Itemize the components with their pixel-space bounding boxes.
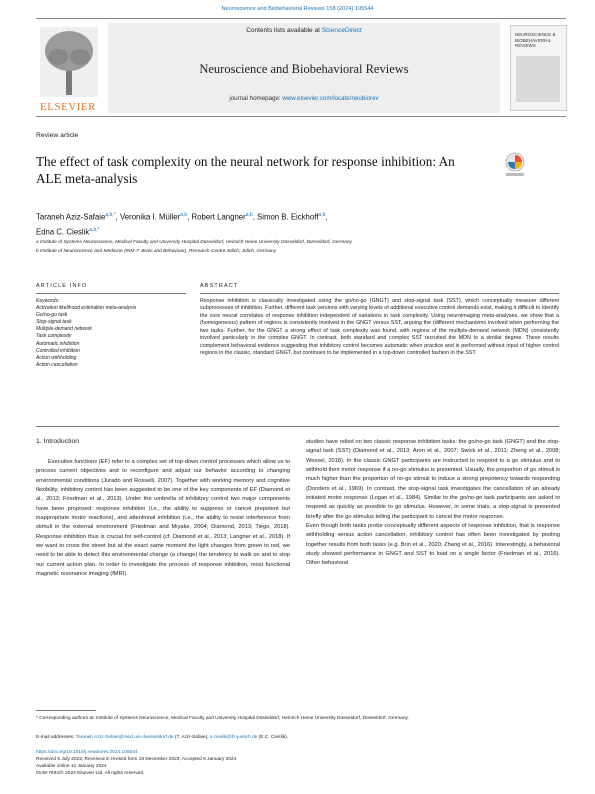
doi-url[interactable]: https://doi.org/10.1016/j.neubiorev.2024.105544 [36, 750, 138, 755]
keywords-block [36, 298, 186, 369]
homepage-link[interactable]: www.elsevier.com/locate/neubiorev [282, 95, 379, 102]
abstract-text: Response inhibition is classically investigated using the go/no-go (GNGT) and stop-signal task (SST), which conceptually measure different subprocesses of inhibition. Further, different task versions with varying levels of additional executive control demands exist, making it difficult to identify the core neural correlates of response inhibition independent of variations in task complexity. Using neuroimaging meta-analyses, we show that a (homogeneous) pattern of regions is consistently involved in the GNGT versus SST, arguing the (different mechanisms involved when performing the two tasks. Further, for the GNGT a strong effect of task complexity was found, with regions of the multiple-demand network (MDN) consistently involved particularly in the complex GNGT. In contrast, both standard and complex SST recruited the MDN to a similar degree. These results complement behavioral evidence suggesting that inhibitory control becomes automatic when practice and is performed without input of higher control regions in the classic, standard GNGT, but continues to be implemented in a top-down controlled fashion in the SST. [200, 298, 559, 357]
author-affiliation-marker: a,b,* [105, 212, 116, 218]
journal-header-band [108, 23, 500, 113]
journal-homepage-line [108, 95, 500, 102]
footnote-divider [36, 710, 96, 711]
email-line [36, 735, 560, 741]
abstract-heading: ABSTRACT [200, 283, 239, 289]
journal-cover[interactable] [510, 25, 567, 111]
affiliation: b Institute of Neuroscience and Medicine (INM-7: Brain and Behaviour), Research Centre Jülich, Jülich, Germany [36, 249, 277, 254]
author-affiliation-marker: a,b,* [89, 226, 100, 233]
article-title: The effect of task complexity on the neural network for response inhibition: An ALE meta-analysis [36, 154, 455, 186]
author-name[interactable]: Simon B. Eickhoff [257, 212, 319, 222]
available-online: Available online 12 January 2024 [36, 764, 107, 769]
keyword: Multiple-demand network [36, 326, 92, 333]
keywords-label: Keywords: [36, 298, 60, 304]
cover-title: NEUROSCIENCE & BIOBEHAVIORAL REVIEWS [515, 32, 556, 48]
author-name[interactable]: Taraneh Aziz-Safaie [36, 212, 106, 222]
cover-image [516, 56, 560, 102]
affiliation: a Institute of Systems Neuroscience, Medical Faculty and University Hospital Düsseldorf, Heinrich Heine University Düsseldorf, Düsseldorf, Germany [36, 240, 352, 245]
keyword: Controlled inhibition [36, 347, 80, 354]
article-type: Review article [36, 132, 79, 139]
email-link[interactable]: e.cieslik@fz-juelich.de [209, 735, 258, 740]
author-name[interactable]: Robert Langner [191, 212, 246, 222]
homepage-prefix: journal homepage: [229, 95, 283, 102]
body-column-right: studies have relied on two classic response inhibition tasks: the go/no-go task (GNGT) and the stop-signal task (SST) (Diamond et al., 2013; Aron et al., 2007; Swick et al., 2011; Zheng et al., 2008; Wessel, 2018). In the classic GNGT participants are instructed to respond to a go stimulus and to withhold their motor response if a no-go stimulus is presented. Usually, the proportion of go stimuli is much higher than the proportion of no-go stimuli to induce a strong prepotency towards responding (Donders et al., 1969). In contrast, the stop-signal task investigates the cancellation of an already initiated motor response (Logan et al., 1984). Similar to the go/no-go task participants are asked to respond as quickly as possible to go stimulus. However, in some trials, a stop-signal is presented briefly after the go stimulus telling the participant to cancel the motor response. Even though both tasks probe conceptually different aspects of response inhibition, that is response withholding versus action cancellation, inhibitory control has often been investigated by pooling together results from both tasks (e.g. Brin et al., 2020; Zhang et al., 2016). Interestingly, a behavioral study showed performance in GNGT and SST to load on a single factor (Friedman et al., 2016). Other behavioral [306, 439, 560, 567]
keyword: Task complexity [36, 333, 72, 340]
article-info-heading: ARTICLE INFO [36, 283, 88, 289]
corresponding-author-note: * Corresponding authors at: Institute of Systems Neuroscience, Medical Faculty and University Hospital Düsseldorf, Heinrich Heine University Düsseldorf, Düsseldorf, Germany. [36, 716, 409, 721]
author-list: Taraneh Aziz-Safaie$^{a,b,*}$, Veronika I. Müller$^{a,b}$, Robert Langner$^{a,b}$, Simon B. Eickhoff$^{a,b}$, Edna C. Cieslik$^{a,b,*}$ [36, 212, 328, 237]
author-affiliation-marker: a,b [180, 212, 188, 218]
journal-title: Neuroscience and Biobehavioral Reviews [199, 62, 409, 76]
sciencedirect-link[interactable]: ScienceDirect [321, 27, 362, 34]
keyword: Go/no-go task [36, 312, 68, 319]
publisher-logo[interactable] [36, 23, 100, 115]
divider [36, 426, 559, 427]
keyword: Action cancellation [36, 361, 78, 368]
email-owner: (E.C. Cieslik). [257, 735, 289, 740]
author-affiliation-marker: a,b [245, 212, 253, 218]
keyword: Stop-signal task [36, 319, 72, 326]
contents-line [108, 27, 500, 34]
section-heading-introduction: 1. Introduction [36, 438, 80, 445]
keyword: Action withholding [36, 354, 77, 361]
journal-banner [36, 18, 566, 117]
doi-link [36, 750, 560, 756]
author-affiliation-marker: a,b [318, 212, 326, 218]
author-name[interactable]: Veronika I. Müller [120, 212, 181, 222]
email-link[interactable]: Taraneh.Aziz-Safaie@med.uni-duesseldorf.de [75, 735, 174, 740]
divider [36, 293, 186, 294]
copyright: 0149-7634/© 2024 Elsevier Ltd. All rights reserved. [36, 771, 145, 776]
divider [200, 293, 559, 294]
email-owner: (T. Aziz-Safaie), [173, 735, 210, 740]
received-dates: Received 5 July 2023; Received in revised form 18 December 2023; Accepted 9 January 2024 [36, 757, 237, 762]
journal-reference[interactable]: Neuroscience and Biobehavioral Reviews 158 (2024) 105544 [221, 6, 374, 12]
tree-logo-icon [40, 27, 98, 97]
publisher-name: ELSEVIER [40, 101, 96, 113]
author-name[interactable]: Edna C. Cieslik [36, 227, 90, 237]
keyword: Activation likelihood estimation meta-analysis [36, 305, 137, 312]
keyword: Automatic inhibition [36, 340, 80, 347]
contents-prefix: Contents lists available at [246, 27, 322, 34]
email-prefix: E-mail addresses: [36, 735, 76, 740]
check-for-updates-icon[interactable] [500, 150, 530, 180]
body-column-left: Executive functions (EF) refer to a complex set of top-down control processes which allow us to process current objectives and to reconfigure and adjust our behavior according to changing environmental conditions (Jurado and Rosselli, 2007). Together with working memory and cognitive flexibility, inhibitory control has been suggested to be one of the key components of EF (Diamond et al., 2013; Friedman et al., 2013). Under the umbrella of inhibitory control two major components have been proposed: response inhibition (i.e., the ability to suppress or cancel prepotent but inappropriate motor reactions), and attentional inhibition (i.e., the ability to resist interference from stimuli in the external environment (Friedman and Miyake, 2004; Diamond, 2013; Tiego, 2018). Response inhibition thus is crucial for self-control (cf. Diamond et al., 2013; Langner et al., 2018). If we want to cross the street but at the exact same moment the light changes from green to red, we need to be able to detect this environmental change (a change) the tendency to walk on and to stop our current action plan. In order to investigate the process of response inhibition, most functional magnetic resonance imaging (fMRI) [36, 459, 290, 578]
